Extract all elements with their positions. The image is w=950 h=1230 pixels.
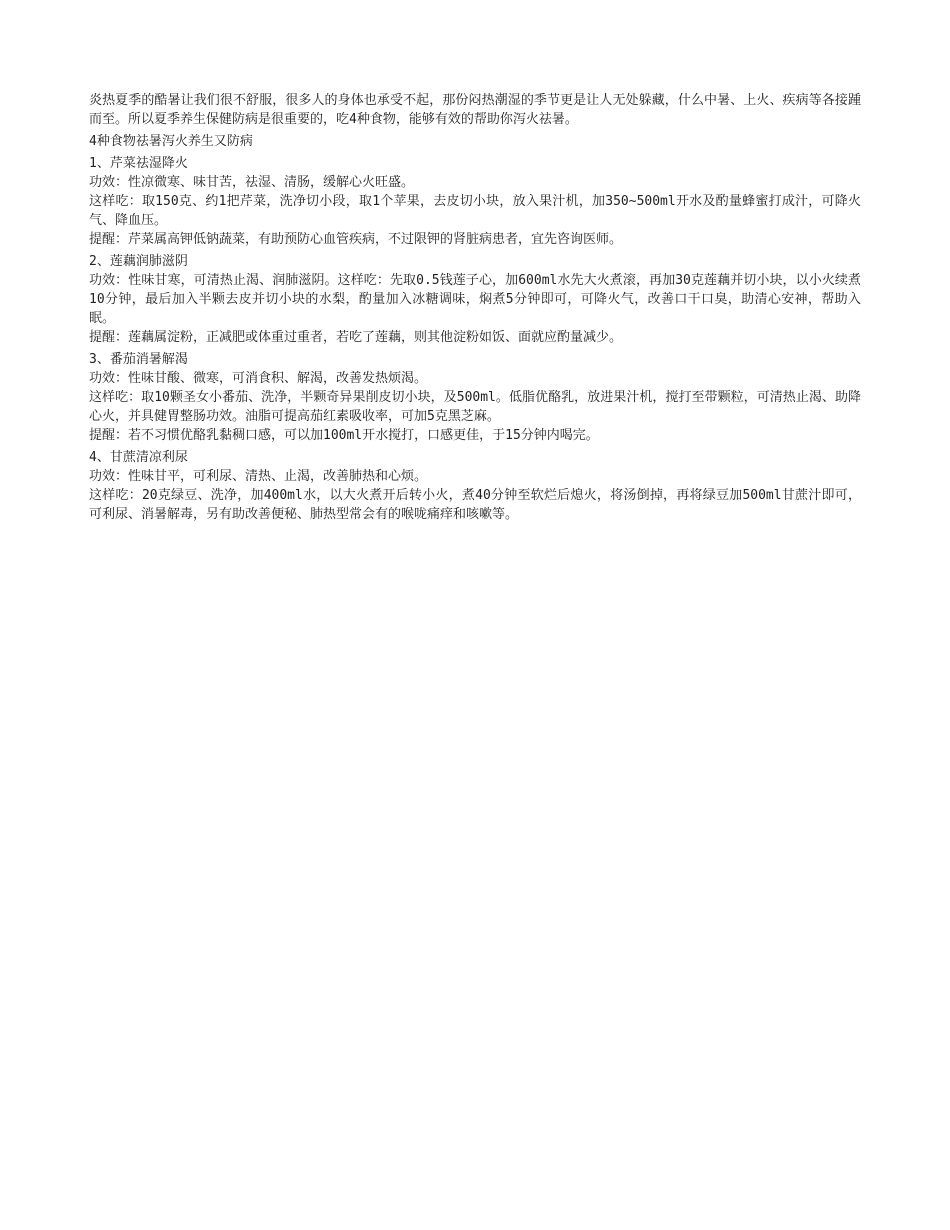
section-tip-lotus-root: 提醒：莲藕属淀粉，正减肥或体重过重者，若吃了莲藕，则其他淀粉如饭、面就应酌量减少。 [89, 330, 623, 345]
section-method-celery: 这样吃：取150克、约1把芹菜，洗净切小段，取1个苹果，去皮切小块，放入果汁机，加350~500ml开水及酌量蜂蜜打成汁，可降火气、降血压。 [89, 194, 861, 228]
section-tip-celery: 提醒：芹菜属高钾低钠蔬菜，有助预防心血管疾病，不过限钾的肾脏病患者，宜先咨询医师。 [89, 232, 623, 247]
section-effect-sugarcane: 功效：性味甘平，可利尿、清热、止渴，改善肺热和心烦。 [89, 469, 428, 484]
section-effect-celery: 功效：性凉微寒、味甘苦，祛湿、清肠，缓解心火旺盛。 [89, 175, 415, 190]
section-heading-sugarcane: 4、甘蔗清凉利尿 [89, 450, 188, 465]
article-title: 4种食物祛暑泻火养生又防病 [89, 134, 253, 149]
section-effect-tomato: 功效：性味甘酸、微寒，可消食积、解渴，改善发热烦渴。 [89, 371, 428, 386]
section-heading-lotus-root: 2、莲藕润肺滋阴 [89, 254, 188, 269]
section-effect-lotus-root: 功效：性味甘寒，可清热止渴、润肺滋阴。这样吃：先取0.5钱莲子心，加600ml水先大火煮滚，再加30克莲藕并切小块，以小火续煮10分钟，最后加入半颗去皮并切小块的水梨，酌量加入冰糖调味，焖煮5分钟即可，可降火气，改善口干口臭，助清心安神，帮助入眠。 [89, 273, 861, 326]
section-method-tomato: 这样吃：取10颗圣女小番茄、洗净，半颗奇异果削皮切小块，及500ml。低脂优酪乳，放进果汁机，搅打至带颗粒，可清热止渴、助降心火，并具健胃整肠功效。油脂可提高茄红素吸收率，可加5克黑芝麻。 [89, 390, 861, 424]
article-body [89, 91, 861, 524]
section-tip-tomato: 提醒：若不习惯优酪乳黏稠口感，可以加100ml开水搅打，口感更佳，于15分钟内喝完。 [89, 428, 599, 443]
section-heading-celery: 1、芹菜祛湿降火 [89, 156, 188, 171]
section-heading-tomato: 3、番茄消暑解渴 [89, 352, 188, 367]
section-method-sugarcane: 这样吃：20克绿豆、洗净，加400ml水，以大火煮开后转小火，煮40分钟至软烂后熄火，将汤倒掉，再将绿豆加500ml甘蔗汁即可，可利尿、消暑解毒，另有助改善便秘、肺热型常会有的喉咙痛痒和咳嗽等。 [89, 488, 861, 522]
intro-paragraph: 炎热夏季的酷暑让我们很不舒服，很多人的身体也承受不起，那份闷热潮湿的季节更是让人无处躲藏，什么中暑、上火、疾病等各接踵而至。所以夏季养生保健防病是很重要的，吃4种食物，能够有效的帮助你泻火祛暑。 [89, 93, 861, 127]
